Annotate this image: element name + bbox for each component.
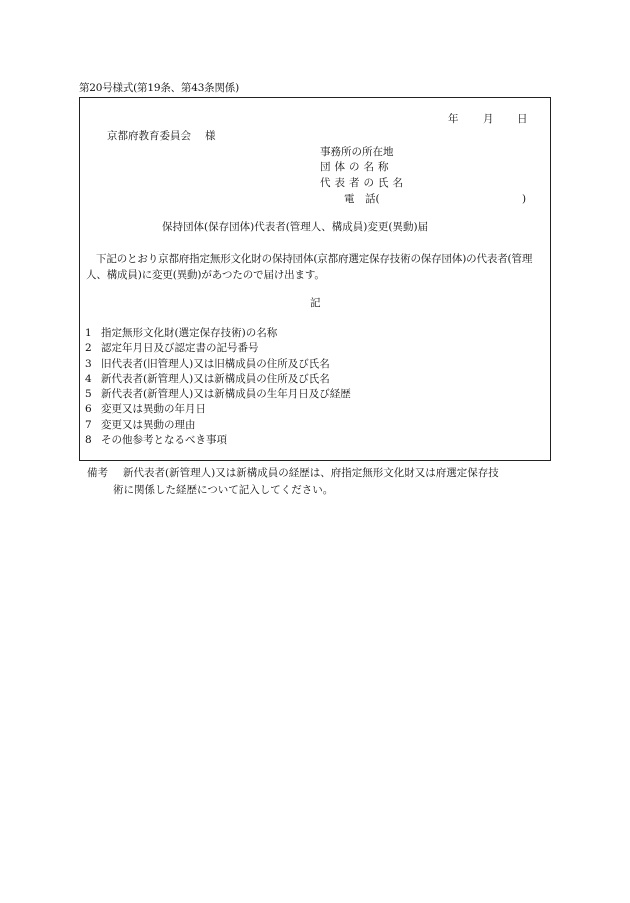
item-text: 指定無形文化財(選定保存技術)の名称 — [101, 327, 278, 339]
date-month-label: 月 — [483, 113, 494, 125]
item-list — [85, 326, 351, 448]
item-text: 新代表者(新管理人)又は新構成員の住所及び氏名 — [101, 372, 330, 385]
item-number: 3 — [85, 357, 92, 370]
item-text: 変更又は異動の年月日 — [101, 403, 206, 416]
ki-heading: 記 — [310, 297, 321, 309]
sender-group-name-label: 団体の名称 — [320, 161, 393, 173]
remarks-label: 備考 — [87, 467, 108, 479]
item-number: 1 — [85, 327, 92, 339]
list-item — [85, 341, 351, 356]
sender-phone-label: 電 話( — [344, 193, 380, 205]
form-number: 第20号様式(第19条、第43条関係) — [79, 82, 239, 94]
addressee-honorific: 様 — [205, 130, 216, 142]
item-number: 6 — [85, 403, 92, 416]
body-text: 下記のとおり京都府指定無形文化財の保持団体(京都府選定保存技術の保存団体)の代表者(管理人、構成員)に変更(異動)があつたので届け出ます。 — [86, 253, 533, 281]
list-item — [85, 357, 351, 372]
list-item — [85, 387, 351, 402]
form-frame — [79, 97, 551, 461]
sender-address-label: 事務所の所在地 — [320, 146, 394, 158]
list-item — [85, 326, 351, 341]
remarks-line-2: 術に関係した経歴について記入してください。 — [113, 484, 334, 496]
item-text: 新代表者(新管理人)又は新構成員の生年月日及び経歴 — [101, 388, 351, 401]
list-item — [85, 433, 351, 448]
remarks-line-1: 新代表者(新管理人)又は新構成員の経歴は、府指定無形文化財又は府選定保存技 — [123, 467, 499, 479]
date-day-label: 日 — [517, 113, 528, 125]
item-text: 認定年月日及び認定書の記号番号 — [101, 342, 259, 355]
item-number: 5 — [85, 388, 92, 401]
document-title: 保持団体(保存団体)代表者(管理人、構成員)変更(異動)届 — [162, 221, 429, 233]
item-text: その他参考となるべき事項 — [101, 434, 227, 447]
item-number: 7 — [85, 418, 92, 431]
item-number: 2 — [85, 342, 92, 355]
item-number: 4 — [85, 372, 92, 385]
addressee-name: 京都府教育委員会 — [107, 130, 191, 142]
list-item — [85, 372, 351, 387]
list-item — [85, 402, 351, 417]
list-item — [85, 418, 351, 433]
item-text: 旧代表者(旧管理人)又は旧構成員の住所及び氏名 — [101, 357, 330, 370]
sender-phone-close: ) — [522, 193, 527, 205]
item-number: 8 — [85, 434, 92, 447]
remarks — [87, 465, 557, 499]
date-year-label: 年 — [448, 113, 459, 125]
sender-representative-label: 代表者の氏名 — [320, 177, 407, 189]
addressee — [107, 131, 216, 142]
item-text: 変更又は異動の理由 — [101, 418, 196, 431]
